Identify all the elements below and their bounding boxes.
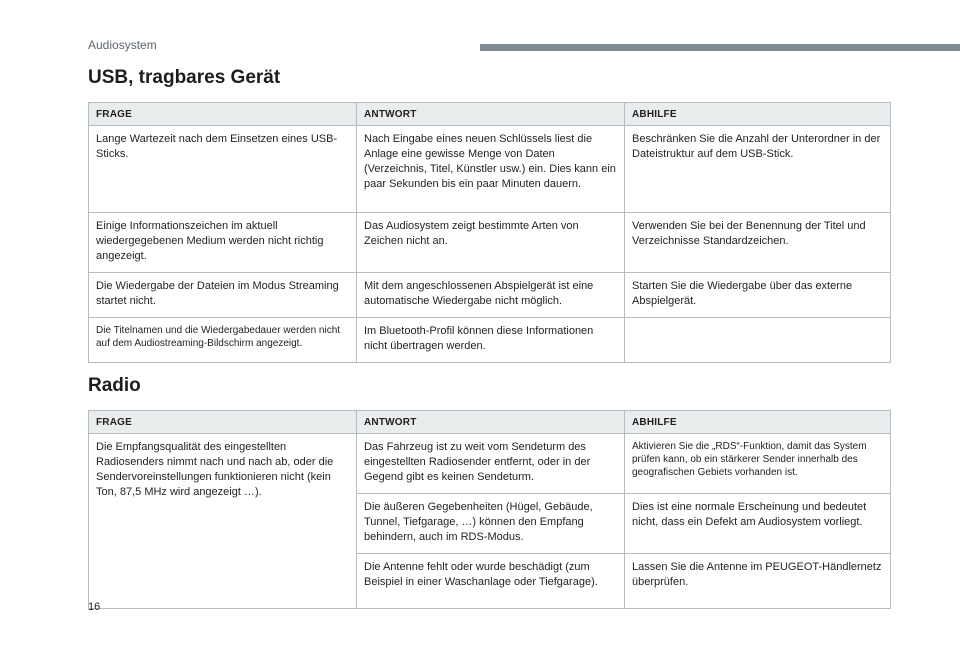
- table-row: [89, 273, 891, 318]
- cell-frage: Die Wiedergabe der Dateien im Modus Streaming startet nicht.: [89, 273, 357, 318]
- column-header-frage: FRAGE: [89, 411, 357, 434]
- cell-frage: Lange Wartezeit nach dem Einsetzen eines USB-Sticks.: [89, 126, 357, 213]
- cell-abhilfe: Beschränken Sie die Anzahl der Unterordner in der Dateistruktur auf dem USB-Stick.: [625, 126, 891, 213]
- cell-frage: Einige Informationszeichen im aktuell wiedergegebenen Medium werden nicht richtig angezeigt.: [89, 213, 357, 273]
- table-header-row: [89, 411, 891, 434]
- cell-abhilfe: Aktivieren Sie die „RDS“-Funktion, damit das System prüfen kann, ob ein stärkerer Sender innerhalb des geografischen Gebiets vorhanden ist.: [625, 434, 891, 494]
- table-row: [89, 434, 891, 494]
- cell-antwort: Die Antenne fehlt oder wurde beschädigt (zum Beispiel in einer Waschanlage oder Tiefgarage).: [357, 554, 625, 609]
- cell-antwort: Das Fahrzeug ist zu weit vom Sendeturm des eingestellten Radiosender entfernt, oder in der Gegend gibt es keinen Sendeturm.: [357, 434, 625, 494]
- usb-section-title: USB, tragbares Gerät: [88, 67, 281, 88]
- cell-abhilfe: Verwenden Sie bei der Benennung der Titel und Verzeichnisse Standardzeichen.: [625, 213, 891, 273]
- column-header-antwort: ANTWORT: [357, 411, 625, 434]
- table-row: [89, 318, 891, 363]
- column-header-antwort: ANTWORT: [357, 103, 625, 126]
- cell-antwort: Das Audiosystem zeigt bestimmte Arten von Zeichen nicht an.: [357, 213, 625, 273]
- cell-abhilfe: [625, 318, 891, 363]
- table-row: [89, 126, 891, 213]
- usb-table: [88, 102, 891, 363]
- table-row: [89, 213, 891, 273]
- cell-antwort: Nach Eingabe eines neuen Schlüssels liest die Anlage eine gewisse Menge von Daten (Verzeichnis, Titel, Künstler usw.) ein. Dies kann ein paar Sekunden bis ein paar Minuten dauern.: [357, 126, 625, 213]
- cell-antwort: Mit dem angeschlossenen Abspielgerät ist eine automatische Wiedergabe nicht möglich.: [357, 273, 625, 318]
- cell-abhilfe: Lassen Sie die Antenne im PEUGEOT-Händlernetz überprüfen.: [625, 554, 891, 609]
- table-header-row: [89, 103, 891, 126]
- cell-frage: Die Empfangsqualität des eingestellten Radiosenders nimmt nach und nach ab, oder die Sendervoreinstellungen funktionieren nicht (kein Ton, 87,5 MHz wird angezeigt …).: [89, 434, 357, 609]
- page-number: 16: [88, 601, 101, 613]
- cell-antwort: Im Bluetooth-Profil können diese Informationen nicht übertragen werden.: [357, 318, 625, 363]
- cell-antwort: Die äußeren Gegebenheiten (Hügel, Gebäude, Tunnel, Tiefgarage, …) können den Empfang behindern, auch im RDS-Modus.: [357, 494, 625, 554]
- column-header-abhilfe: ABHILFE: [625, 103, 891, 126]
- radio-table: [88, 410, 891, 609]
- cell-frage: Die Titelnamen und die Wiedergabedauer werden nicht auf dem Audiostreaming-Bildschirm angezeigt.: [89, 318, 357, 363]
- cell-abhilfe: Dies ist eine normale Erscheinung und bedeutet nicht, dass ein Defekt am Audiosystem vorliegt.: [625, 494, 891, 554]
- header-bar: [480, 44, 960, 51]
- cell-abhilfe: Starten Sie die Wiedergabe über das externe Abspielgerät.: [625, 273, 891, 318]
- column-header-frage: FRAGE: [89, 103, 357, 126]
- column-header-abhilfe: ABHILFE: [625, 411, 891, 434]
- radio-section-title: Radio: [88, 375, 141, 396]
- header-section-label: Audiosystem: [88, 38, 157, 52]
